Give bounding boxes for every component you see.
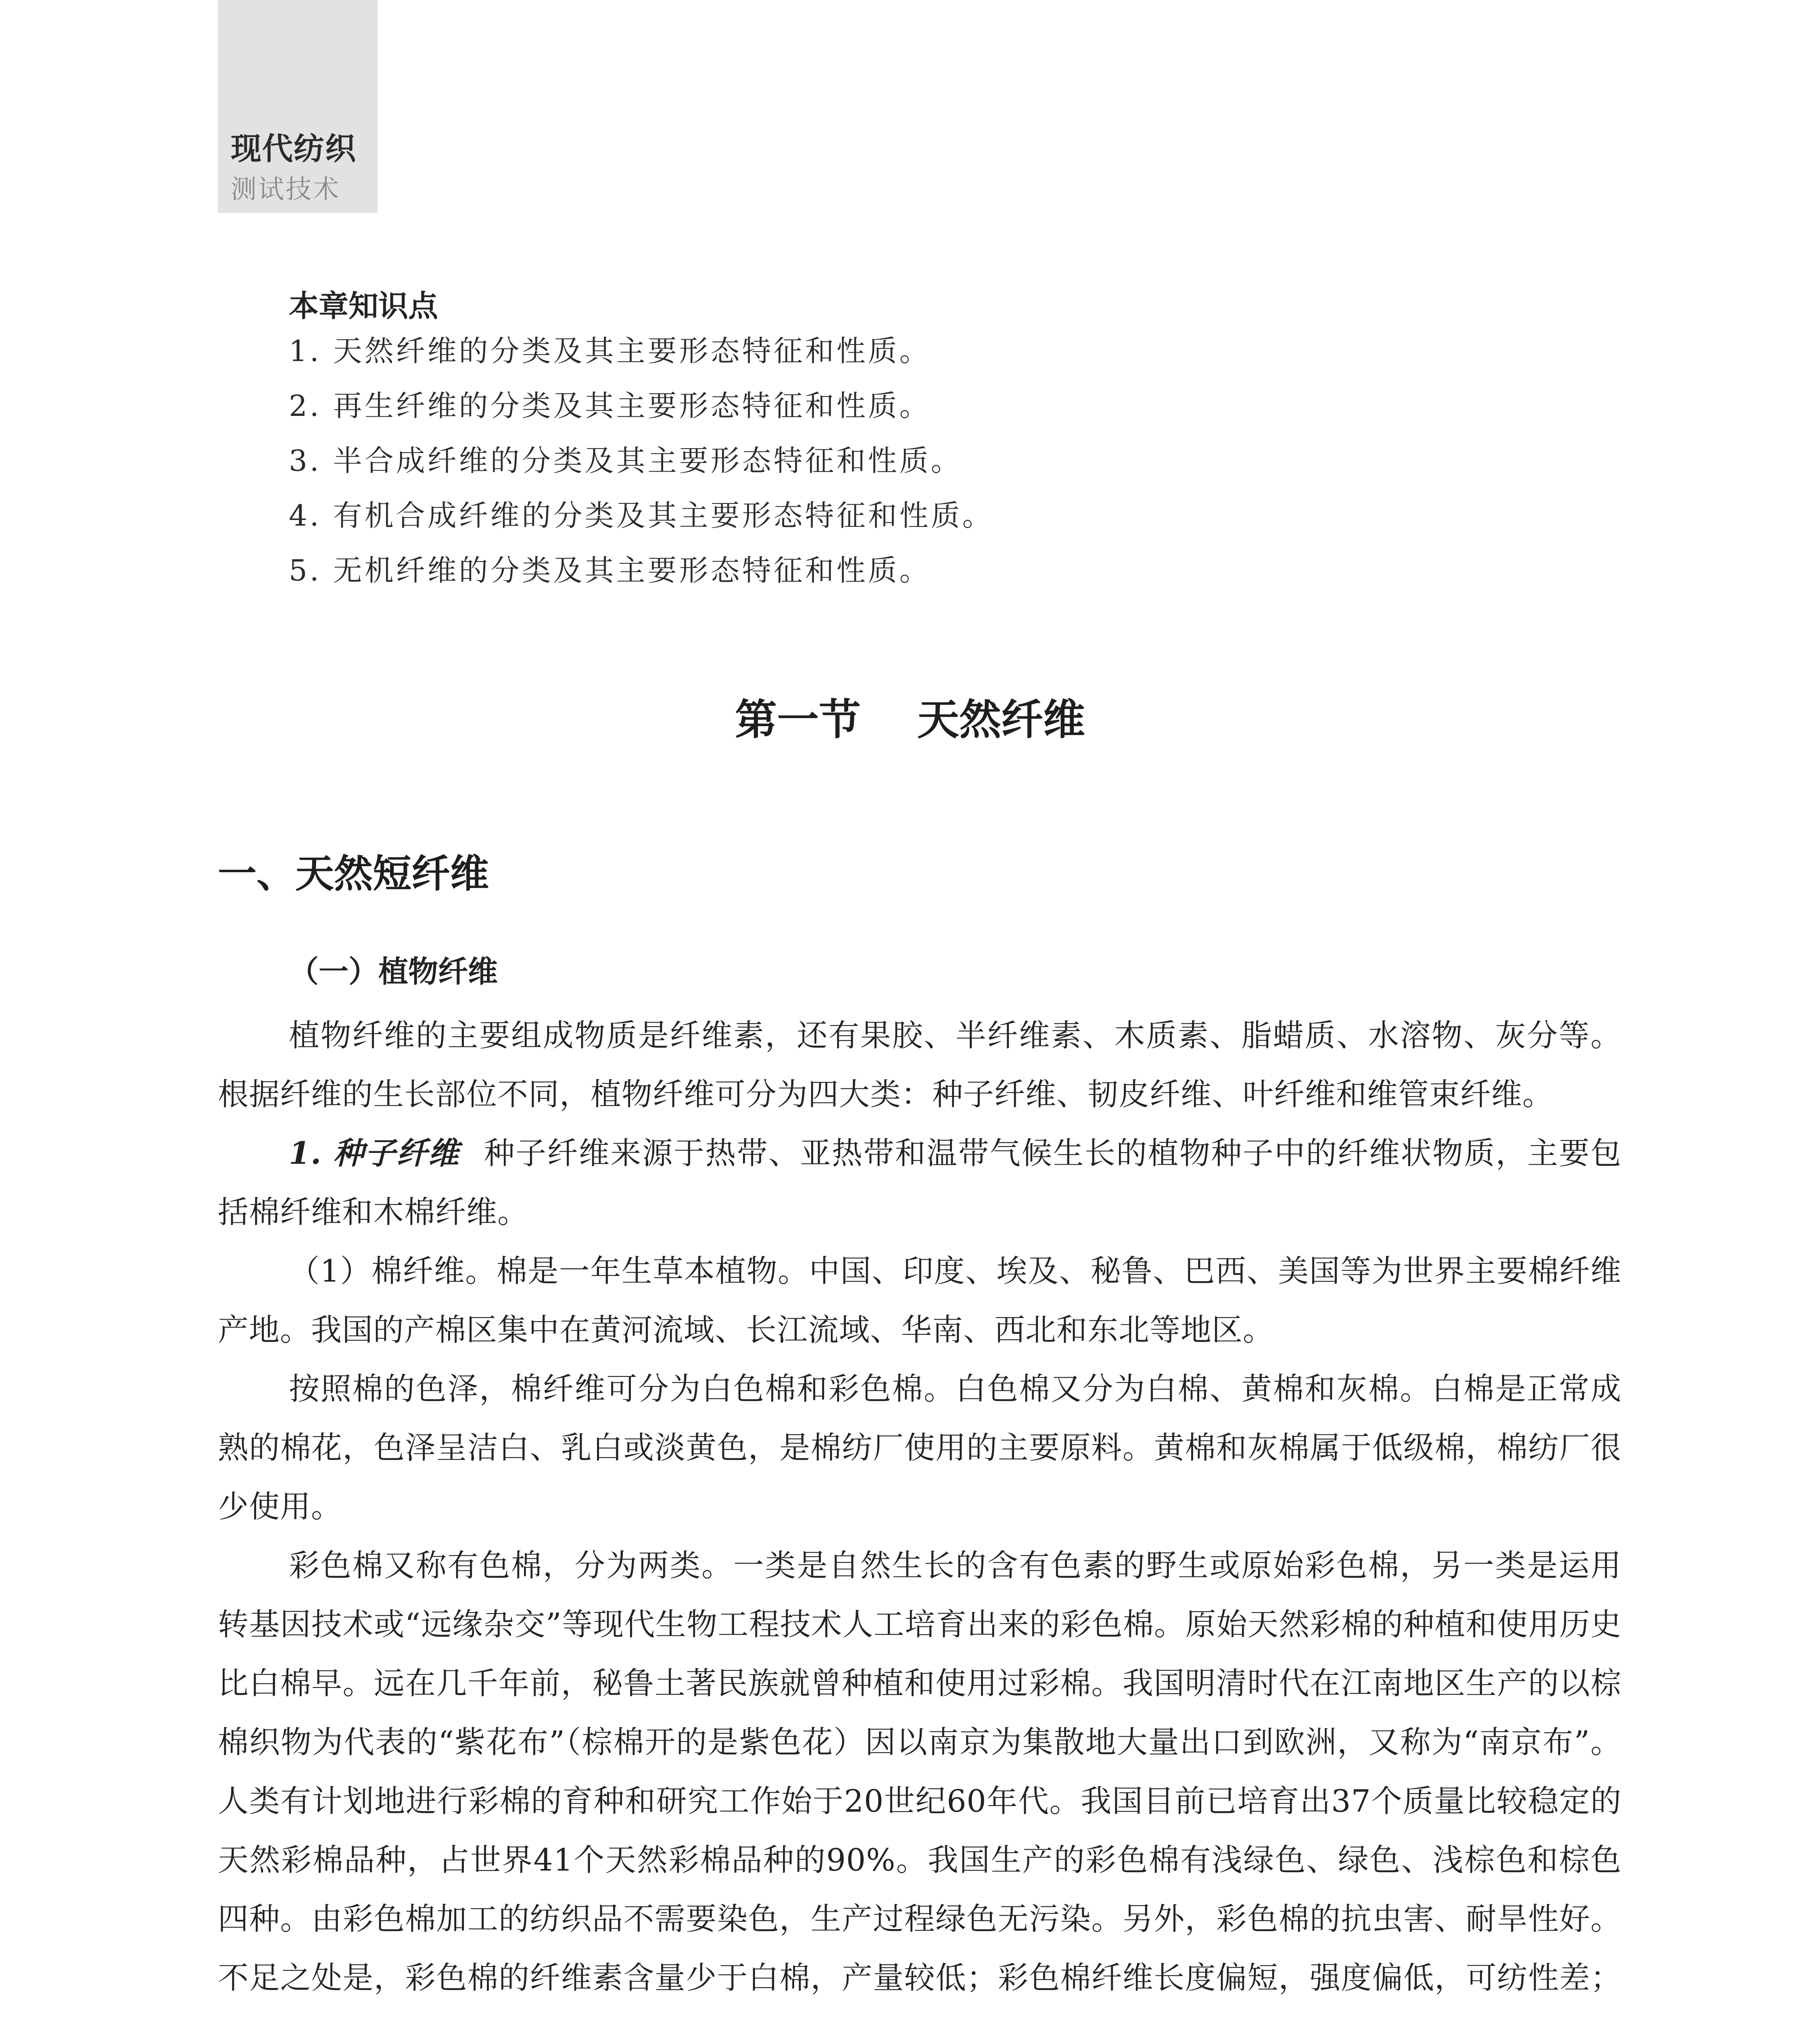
book-title: 现代纺织 — [231, 131, 357, 167]
paragraph — [218, 1124, 1622, 1242]
knowledge-point-item: 4. 有机合成纤维的分类及其主要形态特征和性质。 — [289, 499, 994, 532]
heading-level-1: 一、天然短纤维 — [218, 851, 489, 896]
knowledge-point-item: 1. 天然纤维的分类及其主要形态特征和性质。 — [289, 334, 931, 368]
paragraph: 植物纤维的主要组成物质是纤维素，还有果胶、半纤维素、木质素、脂蜡质、水溶物、灰分等。根据纤维的生长部位不同，植物纤维可分为四大类：种子纤维、韧皮纤维、叶纤维和维管束纤维。 — [218, 1017, 1622, 1112]
heading-level-2: （一）植物纤维 — [289, 954, 498, 989]
section-number: 第一节 — [735, 695, 861, 744]
paragraph: 彩色棉又称有色棉，分为两类。一类是自然生长的含有色素的野生或原始彩色棉，另一类是运用转基因技术或“远缘杂交”等现代生物工程技术人工培育出来的彩色棉。原始天然彩棉的种植和使用历史比白棉早。远在几千年前，秘鲁土著民族就曾种植和使用过彩棉。我国明清时代在江南地区生产的以棕棉织物为代表的“紫花布”（棕棉开的是紫色花）因以南京为集散地大量出口到欧洲，又称为“南京布”。人类有计划地进行彩棉的育种和研究工作始于20世纪60年代。我国目前已培育出37个质量比较稳定的天然彩棉品种，占世界41个天然彩棉品种的90%。我国生产的彩色棉有浅绿色、绿色、浅棕色和棕色四种。由彩色棉加工的纺织品不需要染色，生产过程绿色无污染。另外，彩色棉的抗虫害、耐旱性好。不足之处是，彩色棉的纤维素含量少于白棉，产量较低；彩色棉纤维长度偏短，强度偏低，可纺性差； — [218, 1547, 1622, 1996]
knowledge-point-item: 5. 无机纤维的分类及其主要形态特征和性质。 — [289, 553, 931, 587]
knowledge-points-heading: 本章知识点 — [289, 289, 438, 324]
knowledge-point-item: 3. 半合成纤维的分类及其主要形态特征和性质。 — [289, 444, 962, 478]
book-subtitle: 测试技术 — [231, 175, 340, 205]
knowledge-points-list — [289, 331, 994, 605]
body-text — [218, 1006, 1622, 2017]
paragraph: 按照棉的色泽，棉纤维可分为白色棉和彩色棉。白色棉又分为白棉、黄棉和灰棉。白棉是正常成熟的棉花，色泽呈洁白、乳白或淡黄色，是棉纺厂使用的主要原料。黄棉和灰棉属于低级棉，棉纺厂很少使用。 — [218, 1371, 1622, 1524]
paragraph: （1）棉纤维。棉是一年生草本植物。中国、印度、埃及、秘鲁、巴西、美国等为世界主要棉纤维产地。我国的产棉区集中在黄河流域、长江流域、华南、西北和东北等地区。 — [218, 1253, 1622, 1348]
section-title — [0, 686, 1820, 746]
knowledge-point-item: 2. 再生纤维的分类及其主要形态特征和性质。 — [289, 389, 931, 423]
paragraph-lead: 1. 种子纤维 — [289, 1135, 460, 1171]
paragraph-text: 种子纤维来源于热带、亚热带和温带气候生长的植物种子中的纤维状物质，主要包括棉纤维和木棉纤维。 — [218, 1135, 1622, 1230]
section-name: 天然纤维 — [917, 695, 1085, 744]
